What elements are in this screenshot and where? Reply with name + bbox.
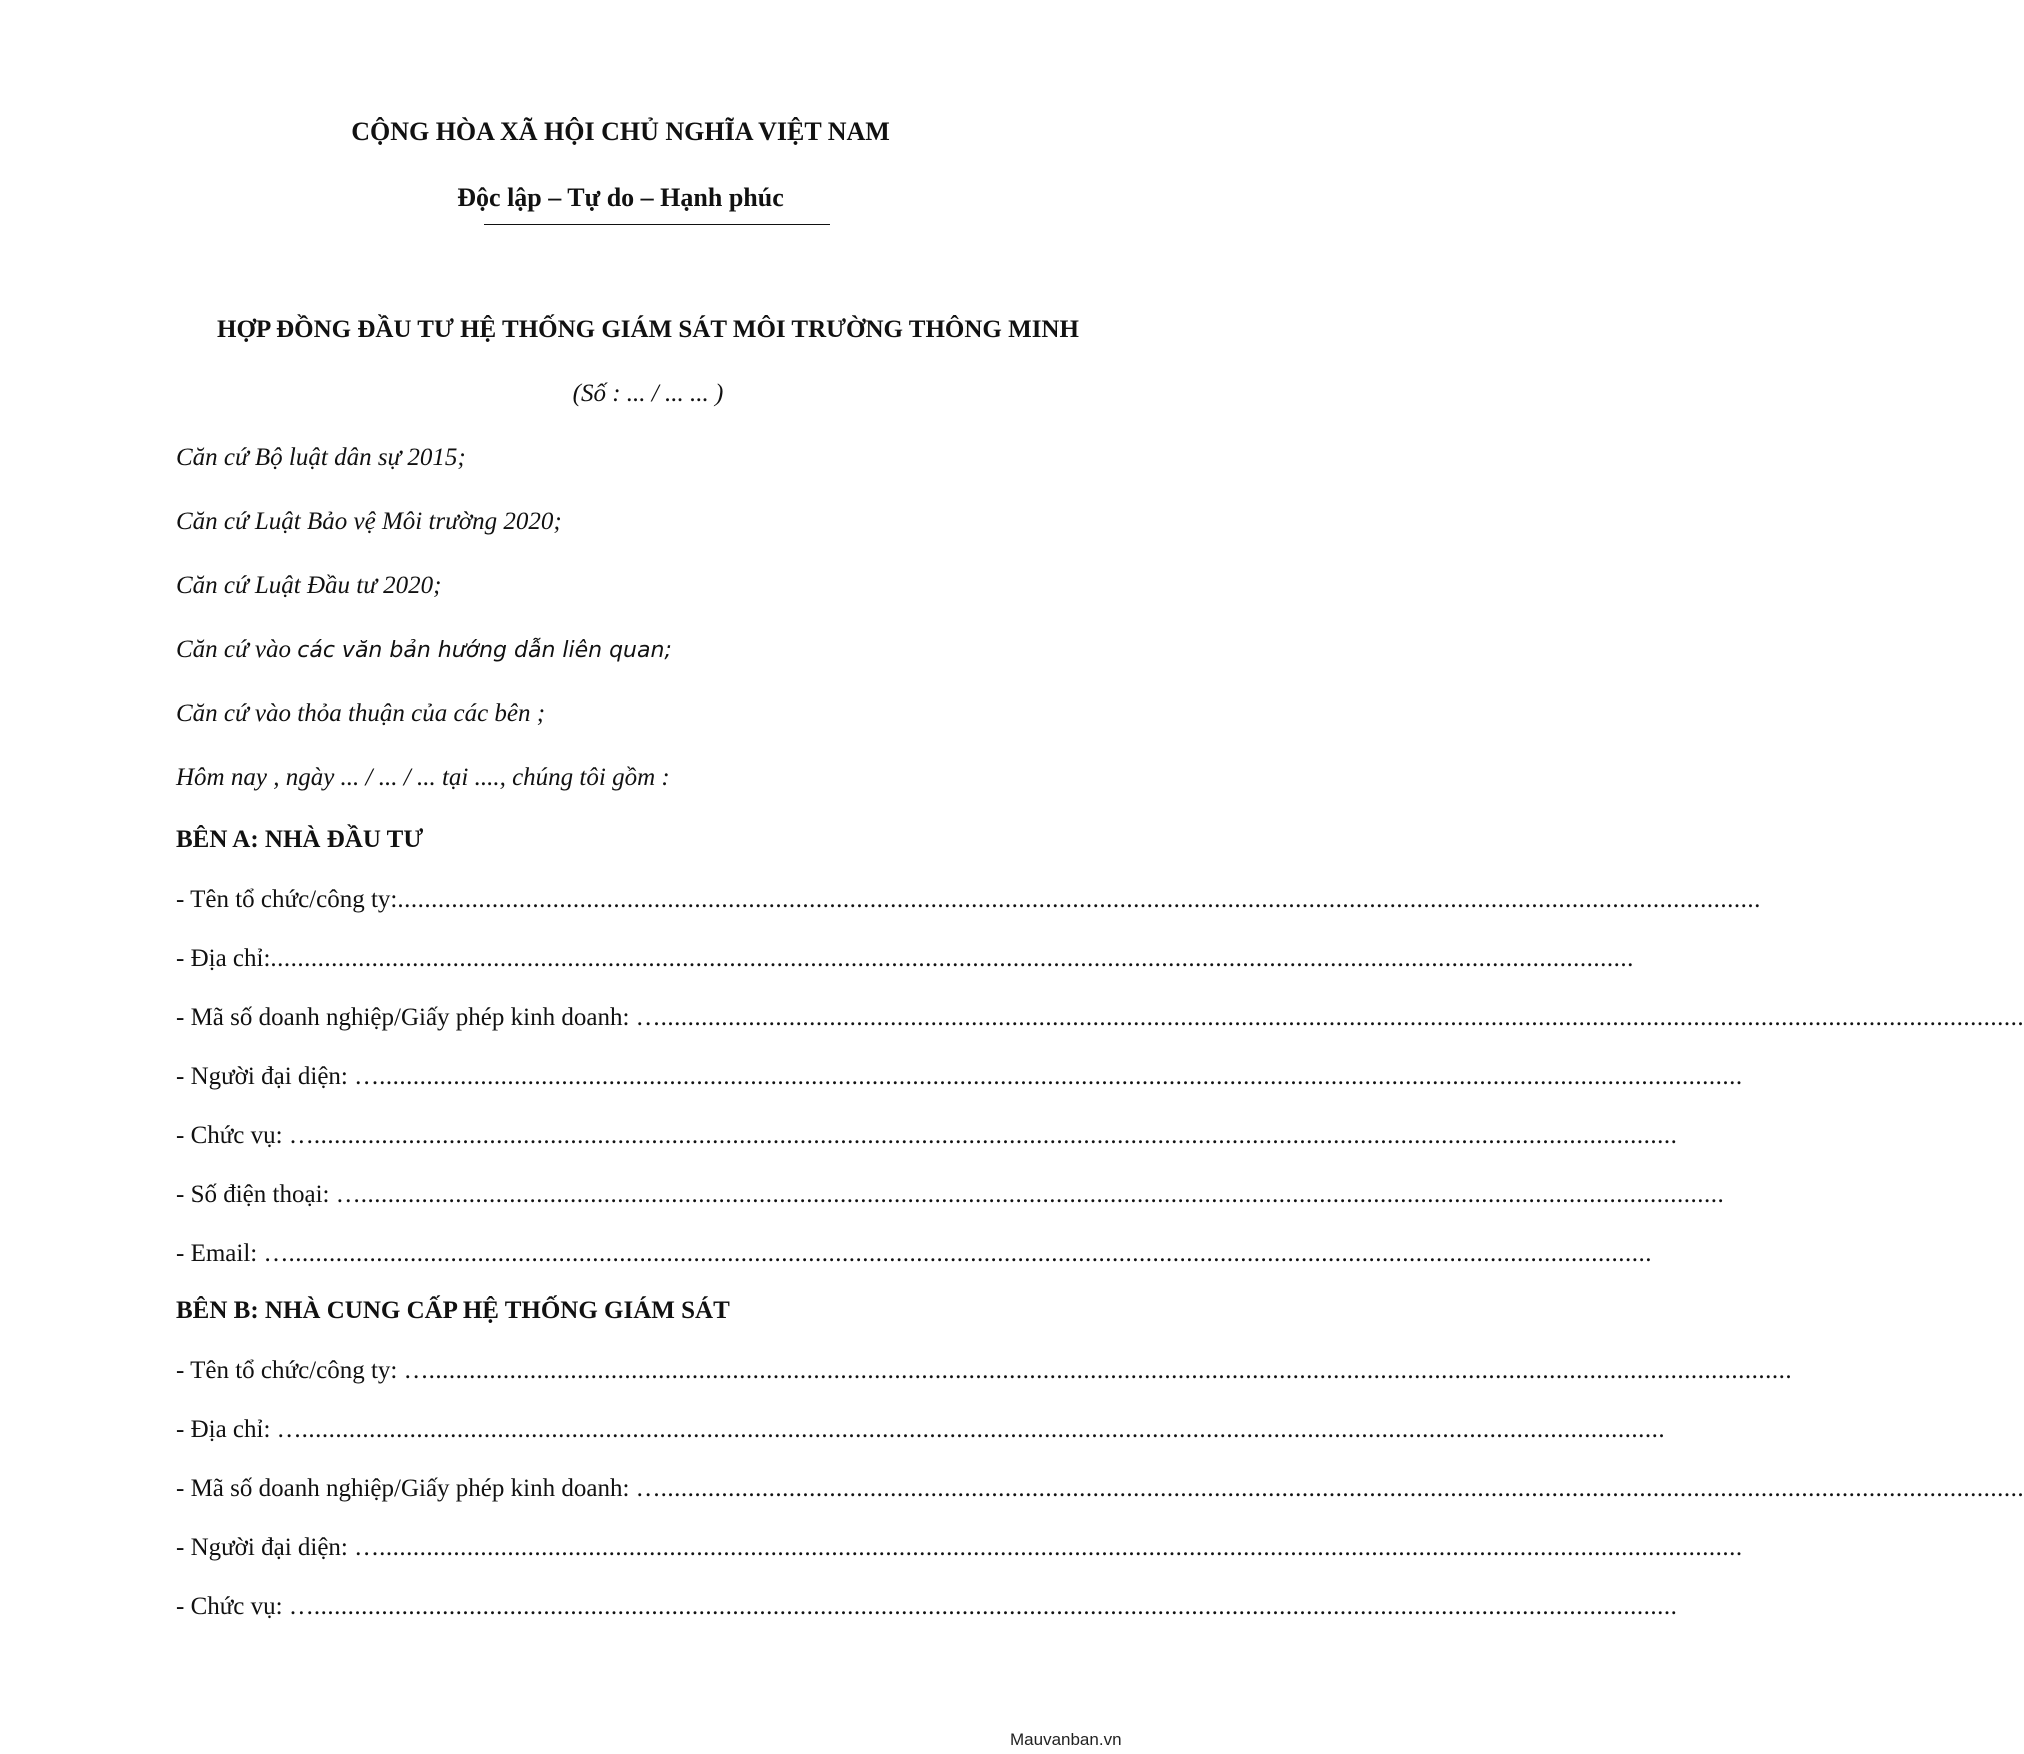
legal-basis-guidance-rest: các văn bản hướng dẫn liên quan;: [297, 638, 672, 663]
national-motto: Độc lập – Tự do – Hạnh phúc: [457, 183, 784, 212]
party-b-address-field: [176, 1416, 1666, 1444]
legal-basis-investment-law: Căn cứ Luật Đầu tư 2020;: [176, 572, 442, 599]
dot-leader: ..........................................................................................................................................................................................................: [660, 1475, 2024, 1502]
legal-basis-guidance-prefix: Căn cứ vào: [176, 636, 298, 663]
party-a-position-field: [176, 1122, 1678, 1150]
legal-basis-guidance: [176, 636, 672, 664]
field-label: - Mã số doanh nghiệp/Giấy phép kinh doanh: …: [176, 1004, 661, 1031]
dot-leader: ..........................................................................................................................................................................................................: [379, 1063, 1743, 1090]
today-line: Hôm nay , ngày ... / ... / ... tại ...., chúng tôi gồm :: [176, 764, 670, 791]
dot-leader: ..........................................................................................................................................................................................................: [660, 1004, 2024, 1031]
dot-leader: ..........................................................................................................................................................................................................: [379, 1534, 1743, 1561]
party-b-representative-field: [176, 1534, 1743, 1562]
party-b-heading: BÊN B: NHÀ CUNG CẤP HỆ THỐNG GIÁM SÁT: [176, 1297, 730, 1324]
field-label: - Địa chỉ:: [176, 945, 271, 972]
dot-leader: ..........................................................................................................................................................................................................: [270, 945, 1634, 972]
dot-leader: ..........................................................................................................................................................................................................: [313, 1122, 1678, 1149]
party-b-position-field: [176, 1593, 1678, 1621]
party-b-business-code-field: [176, 1475, 2024, 1503]
dot-leader: ..........................................................................................................................................................................................................: [360, 1181, 1725, 1208]
dot-leader: ..........................................................................................................................................................................................................: [288, 1240, 1652, 1267]
field-label: - Chức vụ: …: [176, 1593, 314, 1620]
party-a-company-name-field: [176, 886, 1761, 914]
field-label: - Tên tổ chức/công ty: …: [176, 1357, 429, 1384]
dot-leader: ..........................................................................................................................................................................................................: [313, 1593, 1678, 1620]
dot-leader: ..........................................................................................................................................................................................................: [428, 1357, 1793, 1384]
legal-basis-environment-law: Căn cứ Luật Bảo vệ Môi trường 2020;: [176, 508, 562, 535]
party-a-address-field: [176, 945, 1634, 973]
party-a-email-field: [176, 1240, 1652, 1268]
contract-title: HỢP ĐỒNG ĐẦU TƯ HỆ THỐNG GIÁM SÁT MÔI TRƯỜNG THÔNG MINH: [217, 316, 1079, 343]
party-a-representative-field: [176, 1063, 1743, 1091]
motto-underline: [484, 224, 830, 225]
field-label: - Địa chỉ: …: [176, 1416, 302, 1443]
legal-basis-agreement: Căn cứ vào thỏa thuận của các bên ;: [176, 700, 546, 727]
field-label: - Chức vụ: …: [176, 1122, 314, 1149]
field-label: - Số điện thoại: …: [176, 1181, 361, 1208]
dot-leader: ..........................................................................................................................................................................................................: [301, 1416, 1666, 1443]
field-label: - Tên tổ chức/công ty:: [176, 886, 398, 913]
party-b-company-name-field: [176, 1357, 1793, 1385]
contract-number: (Số : ... / ... ... ): [572, 380, 724, 407]
field-label: - Người đại diện: …: [176, 1534, 380, 1561]
party-a-phone-field: [176, 1181, 1725, 1209]
legal-basis-civil-code: Căn cứ Bộ luật dân sự 2015;: [176, 444, 466, 471]
national-title: CỘNG HÒA XÃ HỘI CHỦ NGHĨA VIỆT NAM: [351, 117, 890, 146]
party-a-heading: BÊN A: NHÀ ĐẦU TƯ: [176, 826, 424, 853]
site-watermark: Mauvanban.vn: [1010, 1730, 1122, 1749]
party-a-business-code-field: [176, 1004, 2024, 1032]
field-label: - Email: …: [176, 1240, 289, 1267]
dot-leader: ..........................................................................................................................................................................................................: [397, 886, 1761, 913]
field-label: - Mã số doanh nghiệp/Giấy phép kinh doanh: …: [176, 1475, 661, 1502]
field-label: - Người đại diện: …: [176, 1063, 380, 1090]
